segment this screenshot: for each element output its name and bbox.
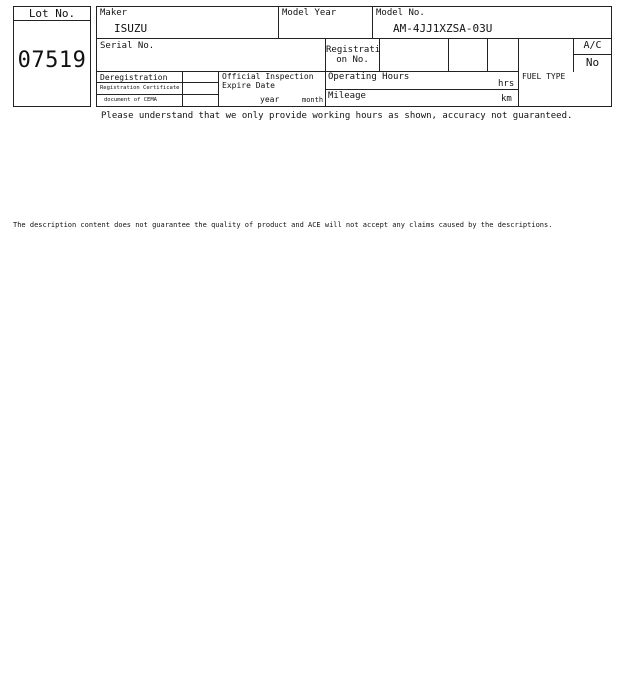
working-hours-note: Please understand that we only provide working hours as shown, accuracy not guaranteed.: [101, 111, 573, 121]
mileage-unit: km: [501, 94, 512, 104]
inspection-label-line1: Official Inspection: [222, 72, 314, 81]
registration-cell-divider-2: [448, 38, 449, 72]
registration-certificate-label: Registration Certificate: [100, 85, 180, 91]
model-no-label: Model No.: [376, 8, 425, 18]
lot-label: Lot No.: [28, 7, 76, 20]
model-no-value: AM-4JJ1XZSA-03U: [393, 22, 493, 35]
registration-cell-divider-1: [379, 38, 380, 72]
lot-number: 07519: [17, 48, 87, 73]
inspection-year-label: year: [260, 95, 280, 104]
fuel-type-label: FUEL TYPE: [522, 72, 566, 81]
registration-no-label-line2: on No.: [336, 55, 369, 65]
col-divider-model-no: [372, 6, 373, 39]
operating-hours-label: Operating Hours: [328, 72, 410, 82]
model-year-label: Model Year: [282, 8, 337, 18]
deregistration-label: Deregistration: [100, 73, 168, 82]
deregistration-divider-1: [96, 82, 218, 83]
col-divider-inspection: [218, 71, 219, 107]
deregistration-check-divider: [182, 71, 183, 107]
deregistration-divider-2: [96, 94, 218, 95]
ac-label: A/C: [583, 40, 602, 51]
disclaimer-text: The description content does not guarantee the quality of product and ACE will not accept any claims caused by the descriptions.: [13, 221, 553, 229]
ac-divider: [573, 54, 612, 55]
registration-no-label-line1: Registrati: [326, 45, 381, 55]
operating-hours-unit: hrs: [498, 79, 515, 89]
inspection-month-label: month: [302, 96, 324, 104]
row-divider-top: [96, 38, 612, 39]
document-of-cema-label: document of CEMA: [104, 97, 157, 103]
maker-label: Maker: [100, 8, 128, 18]
col-divider-fuel: [518, 38, 519, 107]
inspection-label-line2: Expire Date: [222, 81, 275, 90]
hours-mileage-divider: [325, 89, 519, 90]
col-divider-model-year: [278, 6, 279, 39]
ac-value: No: [585, 56, 600, 69]
maker-value: ISUZU: [114, 22, 148, 35]
mileage-label: Mileage: [328, 91, 366, 101]
serial-no-label: Serial No.: [100, 41, 155, 51]
registration-cell-divider-3: [487, 38, 488, 72]
